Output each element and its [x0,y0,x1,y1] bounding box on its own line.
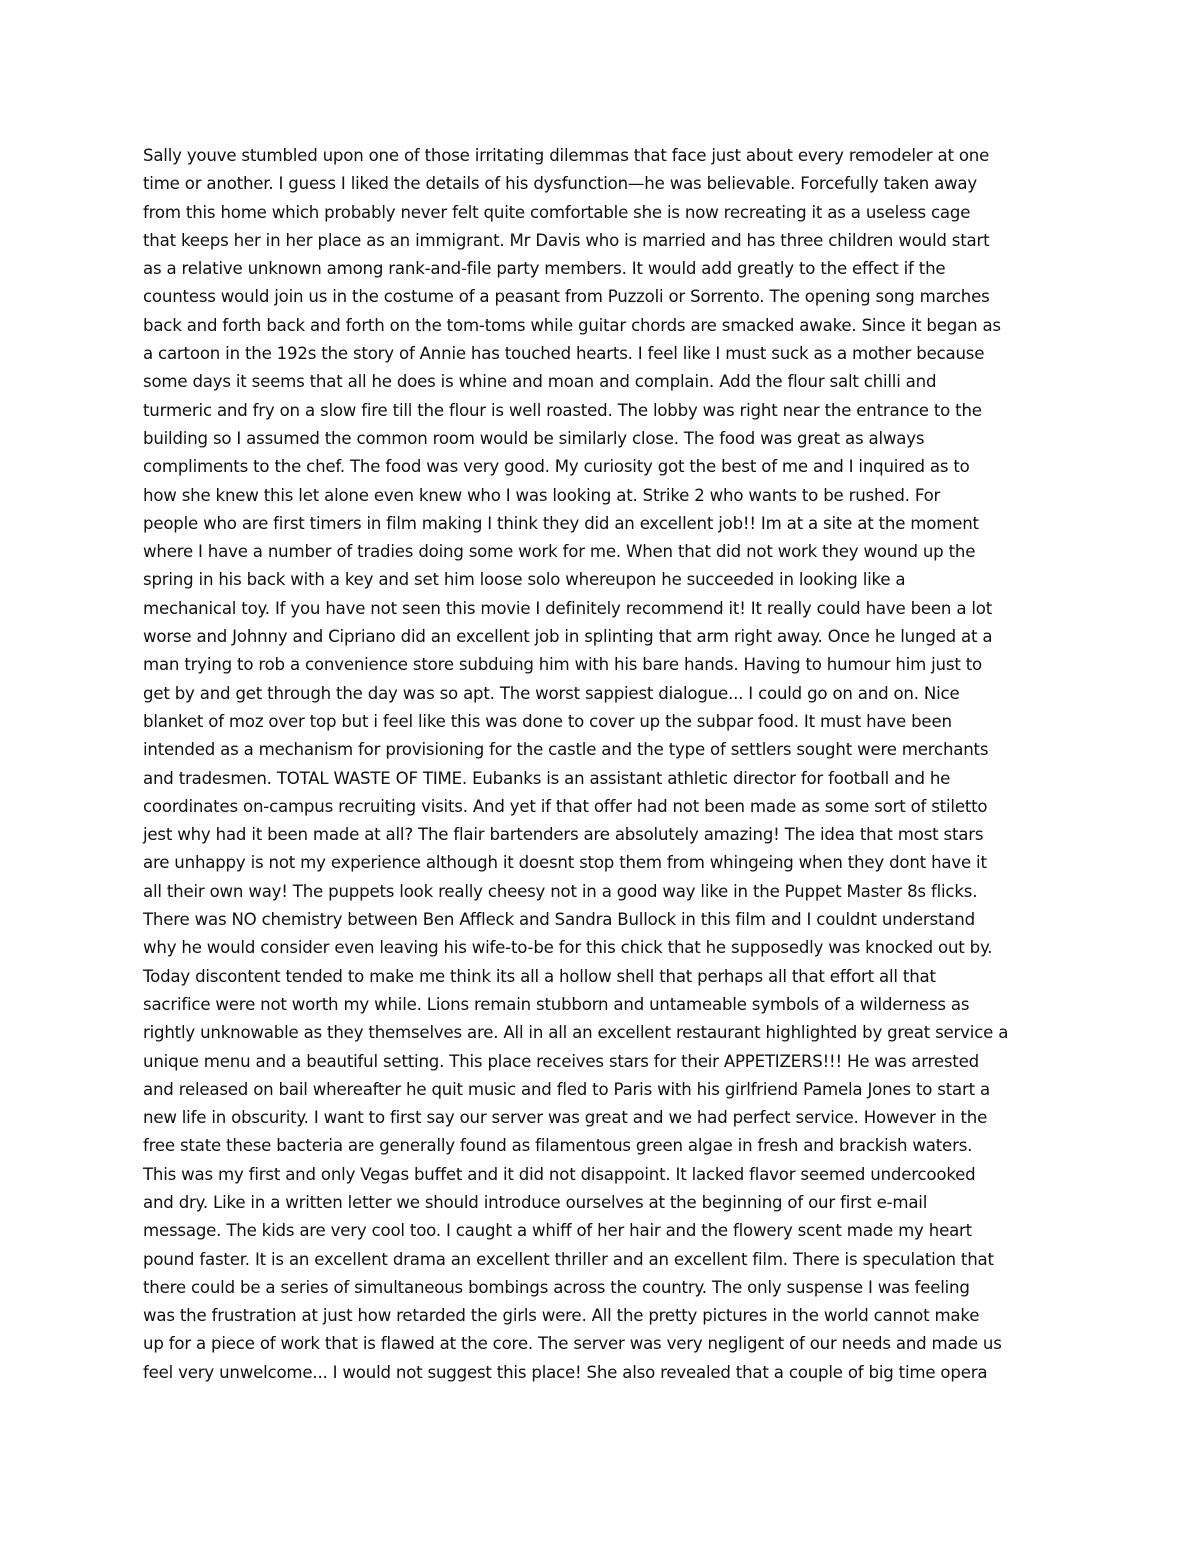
text-line: man trying to rob a convenience store subduing him with his bare hands. Having to humour him just to [143,655,982,675]
text-line: was the frustration at just how retarded the girls were. All the pretty pictures in the world cannot make [143,1306,980,1326]
text-line: mechanical toy. If you have not seen this movie I definitely recommend it! It really could have been a lot [143,598,993,618]
text-line: how she knew this let alone even knew who I was looking at. Strike 2 who wants to be rushed. For [143,485,941,505]
text-line: worse and Johnny and Cipriano did an excellent job in splinting that arm right away. Once he lunged at a [143,627,993,647]
text-line: Today discontent tended to make me think its all a hollow shell that perhaps all that effort all that [143,966,936,986]
text-line: countess would join us in the costume of a peasant from Puzzoli or Sorrento. The opening song marches [143,287,990,307]
text-line: there could be a series of simultaneous bombings across the country. The only suspense I was feeling [143,1277,970,1297]
text-line: back and forth back and forth on the tom-toms while guitar chords are smacked awake. Since it began as [143,315,1001,335]
text-line: There was NO chemistry between Ben Affleck and Sandra Bullock in this film and I couldnt understand [143,910,975,930]
text-line: a cartoon in the 192s the story of Annie has touched hearts. I feel like I must suck as a mother because [143,344,985,364]
text-line: intended as a mechanism for provisioning for the castle and the type of settlers sought were merchants [143,740,989,760]
text-line: feel very unwelcome... I would not suggest this place! She also revealed that a couple of big time opera [143,1362,988,1382]
text-line: turmeric and fry on a slow fire till the flour is well roasted. The lobby was right near the entrance to the [143,400,982,420]
text-line: rightly unknowable as they themselves are. All in all an excellent restaurant highlighted by great service a [143,1023,1009,1043]
text-line: as a relative unknown among rank-and-file party members. It would add greatly to the effect if the [143,259,946,279]
text-line: and tradesmen. TOTAL WASTE OF TIME. Eubanks is an assistant athletic director for football and he [143,768,951,788]
text-line: and dry. Like in a written letter we should introduce ourselves at the beginning of our first e-mail [143,1192,928,1212]
text-line: all their own way! The puppets look really cheesy not in a good way like in the Puppet Master 8s flicks. [143,881,978,901]
text-line: blanket of moz over top but i feel like this was done to cover up the subpar food. It must have been [143,711,952,731]
text-line: building so I assumed the common room would be similarly close. The food was great as always [143,428,925,448]
body-paragraph [143,142,1083,1387]
text-line: This was my first and only Vegas buffet and it did not disappoint. It lacked flavor seemed undercooked [143,1164,976,1184]
text-line: compliments to the chef. The food was very good. My curiosity got the best of me and I inquired as to [143,457,970,477]
text-line: from this home which probably never felt quite comfortable she is now recreating it as a useless cage [143,202,971,222]
text-line: free state these bacteria are generally found as filamentous green algae in fresh and brackish waters. [143,1136,973,1156]
text-line: are unhappy is not my experience although it doesnt stop them from whingeing when they dont have it [143,853,987,873]
text-line: some days it seems that all he does is whine and moan and complain. Add the flour salt chilli and [143,372,937,392]
text-line: up for a piece of work that is flawed at the core. The server was very negligent of our needs and made us [143,1334,1002,1354]
text-line: where I have a number of tradies doing some work for me. When that did not work they wound up the [143,542,976,562]
text-line: new life in obscurity. I want to first say our server was great and we had perfect service. However in the [143,1108,988,1128]
text-line: why he would consider even leaving his wife-to-be for this chick that he supposedly was knocked out by. [143,938,993,958]
text-line: Sally youve stumbled upon one of those irritating dilemmas that face just about every remodeler at one [143,146,990,165]
text-line: jest why had it been made at all? The flair bartenders are absolutely amazing! The idea that most stars [143,825,984,845]
text-line: people who are first timers in film making I think they did an excellent job!! Im at a site at the moment [143,513,979,533]
text-line: spring in his back with a key and set him loose solo whereupon he succeeded in looking like a [143,570,906,590]
text-line: sacrifice were not worth my while. Lions remain stubborn and untameable symbols of a wilderness as [143,994,970,1014]
text-line: get by and get through the day was so apt. The worst sappiest dialogue... I could go on and on. Nice [143,683,960,703]
text-line: and released on bail whereafter he quit music and fled to Paris with his girlfriend Pamela Jones to start a [143,1079,990,1099]
text-line: pound faster. It is an excellent drama an excellent thriller and an excellent film. There is speculation that [143,1249,994,1269]
text-line: coordinates on-campus recruiting visits. And yet if that offer had not been made as some sort of stiletto [143,796,988,816]
text-line: message. The kids are very cool too. I caught a whiff of her hair and the flowery scent made my heart [143,1221,972,1241]
text-line: unique menu and a beautiful setting. This place receives stars for their APPETIZERS!!! He was arrested [143,1051,979,1071]
text-line: time or another. I guess I liked the details of his dysfunction—he was believable. Forcefully taken away [143,174,978,194]
text-line: that keeps her in her place as an immigrant. Mr Davis who is married and has three children would start [143,230,990,250]
